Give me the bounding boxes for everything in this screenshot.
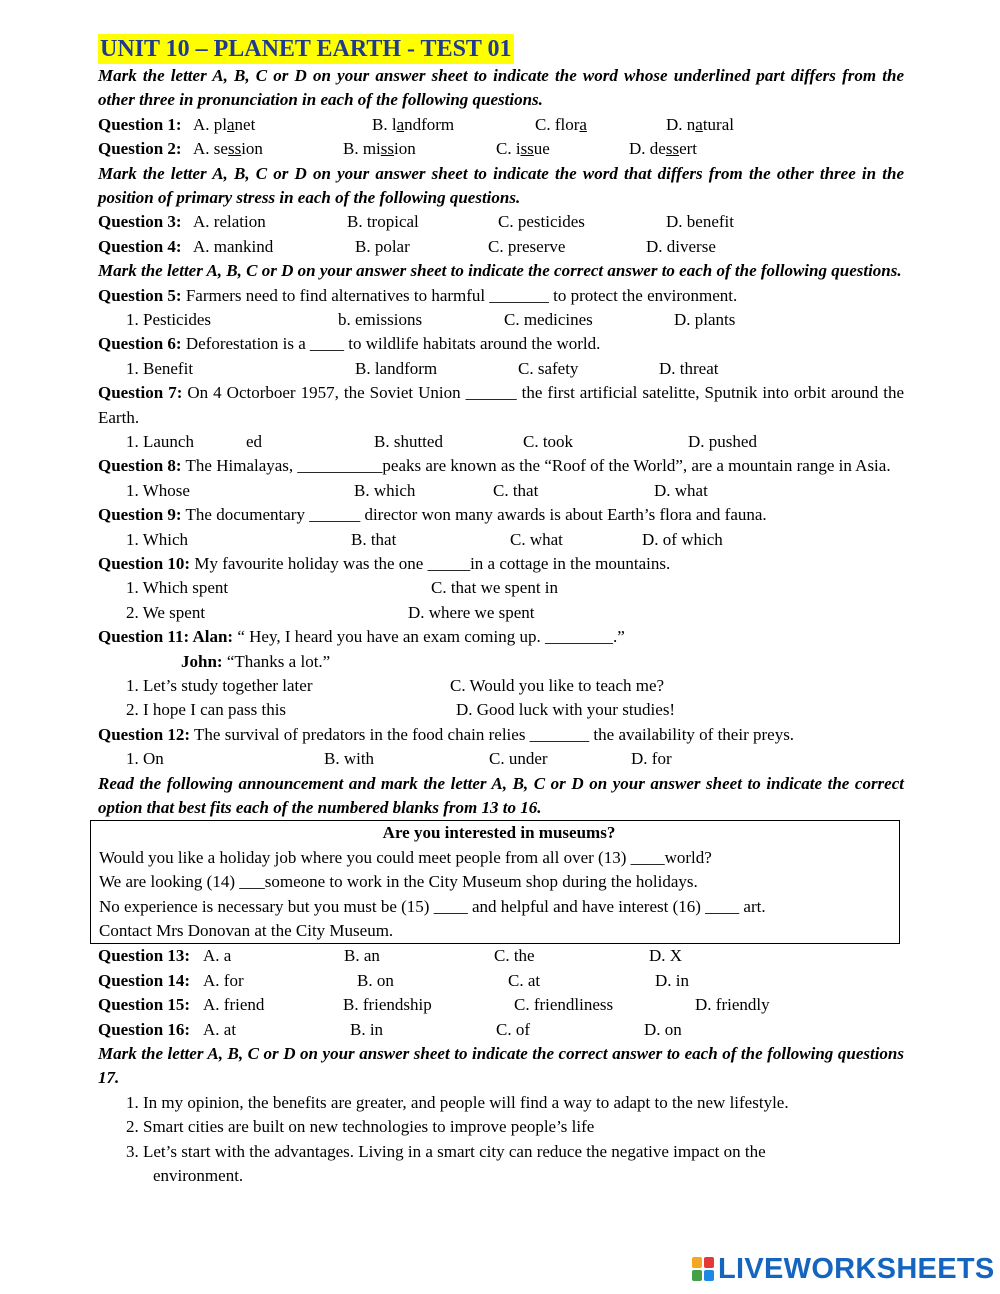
question-6-options [98,357,904,381]
option-a[interactable]: A. for [203,970,244,990]
announcement-line: Contact Mrs Donovan at the City Museum. [99,920,394,940]
question-7: Question 7: On 4 Octorboer 1957, the Soviet Union ______ the first artificial satelitte, Sputnik into orbit around the Earth. [98,383,904,427]
option-a[interactable]: 1. Benefit [126,358,194,378]
option-b[interactable]: B. tropical [347,212,419,232]
announcement-box [90,820,900,944]
option-d[interactable]: D. what [654,480,708,500]
option-c[interactable]: C. of [496,1019,530,1039]
option-d[interactable]: D. Good luck with your studies! [456,700,676,720]
question-10-options-row2 [98,601,904,625]
question-6: Question 6: Deforestation is a ____ to wildlife habitats around the world. [98,334,601,354]
option-b[interactable]: B. that [351,529,397,549]
option-b[interactable]: B. on [357,970,394,990]
option-a-suffix: ed [246,432,263,451]
option-d[interactable]: D. benefit [666,212,734,232]
option-c[interactable]: C. that we spent in [431,578,559,598]
question-15 [98,993,904,1017]
list-item[interactable]: 3. Let’s start with the advantages. Living in a smart city can reduce the negative impact on the [126,1141,766,1161]
instruction-pronunciation: Mark the letter A, B, C or D on your answer sheet to indicate the word whose underlined part differs from the other three in pronunciation in each of the following questions. [98,66,904,110]
question-2 [98,137,904,161]
instruction-announcement: Read the following announcement and mark the letter A, B, C or D on your answer sheet to indicate the correct option that best fits each of the numbered blanks from 13 to 16. [98,773,904,817]
question-8-options [98,479,904,503]
liveworksheets-logo [692,1254,995,1284]
option-d[interactable]: D. on [644,1019,682,1039]
option-d[interactable]: D. threat [659,358,719,378]
option-c[interactable]: C. at [508,970,541,990]
option-d[interactable]: D. diverse [646,236,716,256]
question-label: Question 13: [98,946,191,966]
question-13 [98,944,904,968]
option-c[interactable]: C. took [523,432,574,451]
question-10-options-row1 [98,576,904,600]
instruction-correct-answer: Mark the letter A, B, C or D on your answer sheet to indicate the correct answer to each of the following questions. [98,261,902,281]
question-14 [98,969,904,993]
option-b[interactable]: B. with [324,749,375,769]
option-c[interactable]: C. pesticides [498,212,585,232]
worksheet-title: UNIT 10 – PLANET EARTH - TEST 01 [100,36,512,62]
instruction-ordering: Mark the letter A, B, C or D on your answer sheet to indicate the correct answer to each of the following questions 17. [98,1043,904,1088]
option-d[interactable]: D. where we spent [408,602,535,622]
option-a[interactable]: A. planet [193,114,256,134]
question-11-reply: John: “Thanks a lot.” [181,651,331,671]
option-c[interactable]: C. issue [496,139,550,159]
option-a[interactable]: 1. Which [126,529,189,549]
option-b[interactable]: B. an [344,946,380,966]
option-c[interactable]: C. medicines [504,310,593,329]
question-label: Question 1: [98,114,182,134]
question-label: Question 3: [98,212,182,232]
option-d[interactable]: D. friendly [695,995,770,1015]
question-label: Question 15: [98,995,191,1015]
list-item[interactable]: 2. Smart cities are built on new technologies to improve people’s life [126,1117,595,1137]
option-b[interactable]: B. polar [355,236,410,256]
option-a[interactable]: A. mankind [193,236,274,256]
option-c[interactable]: C. friendliness [514,995,614,1015]
option-b[interactable]: B. landform [355,358,438,378]
question-8: Question 8: The Himalayas, __________peaks are known as the “Roof of the World”, are a mountain range in Asia. [98,456,891,476]
option-d[interactable]: D. pushed [688,432,757,451]
option-a[interactable]: A. friend [203,995,265,1015]
list-item-continuation: environment. [153,1165,244,1185]
option-b[interactable]: 2. I hope I can pass this [126,700,287,720]
option-a[interactable]: 1. Launch [126,432,194,451]
option-c[interactable]: C. preserve [488,236,566,256]
announcement-line: Would you like a holiday job where you could meet people from all over (13) ____world? [99,847,712,867]
question-12-options [98,747,904,771]
logo-icon [692,1257,714,1281]
logo-text: LIVEWORKSHEETS [718,1252,995,1285]
question-9: Question 9: The documentary ______ director won many awards is about Earth’s flora and fauna. [98,505,767,525]
worksheet-title-wrap [98,34,904,64]
option-c[interactable]: C. what [510,529,563,549]
option-b[interactable]: B. shutted [374,432,443,451]
question-16 [98,1018,904,1042]
question-1 [98,113,904,137]
question-11: Question 11: Alan: “ Hey, I heard you have an exam coming up. ________.” [98,627,625,647]
question-5-options [98,308,904,332]
question-11-options-row2 [98,698,904,722]
option-d[interactable]: D. dessert [629,139,697,159]
option-d[interactable]: D. plants [674,310,736,329]
question-label: Question 4: [98,236,182,256]
option-a[interactable]: 1. Let’s study together later [126,675,313,695]
option-b[interactable]: B. landform [372,114,455,134]
instruction-stress: Mark the letter A, B, C or D on your answer sheet to indicate the word that differs from the other three in the position of primary stress in each of the following questions. [98,163,904,207]
option-b[interactable]: b. emissions [338,310,423,329]
option-b[interactable]: B. friendship [343,995,432,1015]
question-9-options [98,528,904,552]
question-12: Question 12: The survival of predators in the food chain relies _______ the availability of their preys. [98,724,795,744]
question-label: Question 16: [98,1019,191,1039]
option-a[interactable]: A. at [203,1019,237,1039]
option-c[interactable]: C. under [489,749,548,769]
question-10: Question 10: My favourite holiday was the one _____in a cottage in the mountains. [98,553,671,573]
option-a[interactable]: A. a [203,946,232,966]
option-a[interactable]: 1. Which spent [126,578,229,598]
option-b[interactable]: B. mission [343,139,416,159]
option-d[interactable]: D. for [631,749,672,769]
option-d[interactable]: D. in [655,970,689,990]
option-b[interactable]: B. which [354,480,416,500]
option-b[interactable]: B. in [350,1019,384,1039]
option-c[interactable]: C. safety [518,358,579,378]
question-3 [98,210,904,234]
announcement-heading: Are you interested in museums? [382,823,616,843]
question-label: Question 14: [98,970,191,990]
option-d[interactable]: D. of which [642,529,723,549]
question-5: Question 5: Farmers need to find alternatives to harmful _______ to protect the environment. [98,285,738,305]
worksheet [98,34,904,1188]
announcement-line: We are looking (14) ___someone to work in the City Museum shop during the holidays. [99,872,698,892]
option-a[interactable]: 1. On [126,749,164,769]
question-11-options-row1 [98,674,904,698]
option-d[interactable]: D. natural [666,114,734,134]
option-c[interactable]: C. flora [535,114,587,134]
option-c[interactable]: C. the [494,946,535,966]
list-item[interactable]: 1. In my opinion, the benefits are greater, and people will find a way to adapt to the new lifestyle. [126,1092,789,1112]
option-a[interactable]: 1. Whose [126,480,190,500]
option-c[interactable]: C. Would you like to teach me? [450,675,665,695]
option-a[interactable]: A. relation [193,212,266,232]
option-a[interactable]: 1. Pesticides [126,310,211,329]
option-b[interactable]: 2. We spent [126,602,206,622]
question-label: Question 2: [98,139,182,159]
option-d[interactable]: D. X [649,946,683,966]
option-c[interactable]: C. that [493,480,539,500]
option-a[interactable]: A. session [193,139,263,159]
question-4 [98,235,904,259]
question-7-options [98,430,904,454]
announcement-line: No experience is necessary but you must be (15) ____ and helpful and have interest (16) ____ art. [99,896,766,916]
